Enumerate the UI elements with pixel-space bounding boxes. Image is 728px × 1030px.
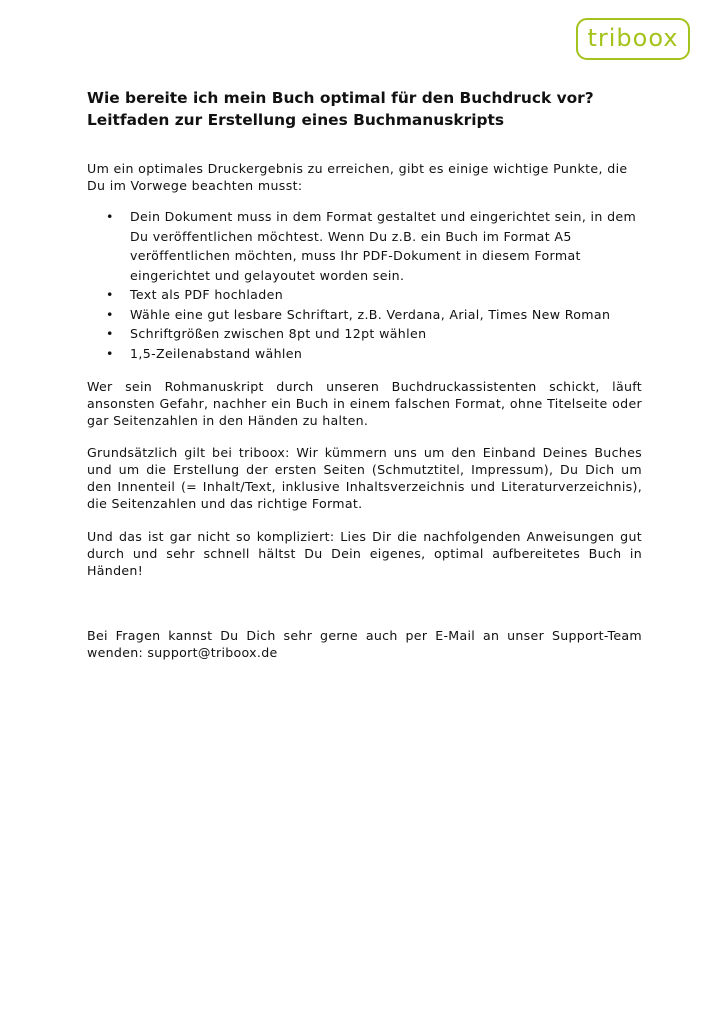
logo-text: triboox: [587, 24, 679, 52]
bullet-icon: •: [106, 326, 114, 341]
requirements-list: [87, 207, 642, 363]
bullet-icon: •: [106, 345, 114, 361]
paragraph-grundsaetzlich: Grundsätzlich gilt bei triboox: Wir kümmern uns um den Einband Deines Buches und um die Erstellung der ersten Seiten (Schmutztitel, Impressum), Du Dich um den Innenteil (= Inhalt/Text, inklusive Inhaltsverzeichnis und Literaturverzeichnis), die Seitenzahlen und das richtige Format.: [87, 445, 642, 511]
paragraph-rohmanuskript: Wer sein Rohmanuskript durch unseren Buchdruckassistenten schickt, läuft ansonsten Gefahr, nachher ein Buch in einem falschen Format, ohne Titelseite oder gar Seitenzahlen in den Händen zu halten.: [87, 379, 642, 428]
triboox-logo: [576, 18, 690, 60]
bullet-icon: •: [106, 209, 114, 224]
intro-section: [87, 160, 642, 194]
list-item-text: 1,5-Zeilenabstand wählen: [130, 345, 303, 361]
list-item: [87, 305, 642, 325]
document-title: Wie bereite ich mein Buch optimal für den Buchdruck vor? Leitfaden zur Erstellung eines Buchmanuskripts: [87, 89, 594, 129]
list-item: [87, 344, 642, 364]
list-item: [87, 207, 642, 285]
paragraph-anweisungen: Und das ist gar nicht so kompliziert: Lies Dir die nachfolgenden Anweisungen gut durch und sehr schnell hältst Du Dein eigenes, optimal aufbereitetes Buch in Händen!: [87, 529, 642, 578]
list-item: [87, 324, 642, 344]
list-item: [87, 285, 642, 305]
bullet-icon: •: [106, 287, 114, 302]
list-item-text: Text als PDF hochladen: [130, 287, 284, 302]
list-item-text: Schriftgrößen zwischen 8pt und 12pt wählen: [130, 326, 427, 341]
bullet-icon: •: [106, 306, 114, 322]
paragraph-support-contact: Bei Fragen kannst Du Dich sehr gerne auch per E-Mail an unser Support-Team wenden: support@triboox.de: [87, 628, 642, 660]
intro-paragraph: Um ein optimales Druckergebnis zu erreichen, gibt es einige wichtige Punkte, die Du im Vorwege beachten musst:: [87, 161, 628, 193]
list-item-text: Dein Dokument muss in dem Format gestaltet und eingerichtet sein, in dem Du veröffentlichen möchtest. Wenn Du z.B. ein Buch im Format A5 veröffentlichen möchten, muss Ihr PDF-Dokument in diesem Format eingerichtet und gelayoutet worden sein.: [130, 209, 637, 283]
list-item-text: Wähle eine gut lesbare Schriftart, z.B. Verdana, Arial, Times New Roman: [130, 306, 611, 322]
